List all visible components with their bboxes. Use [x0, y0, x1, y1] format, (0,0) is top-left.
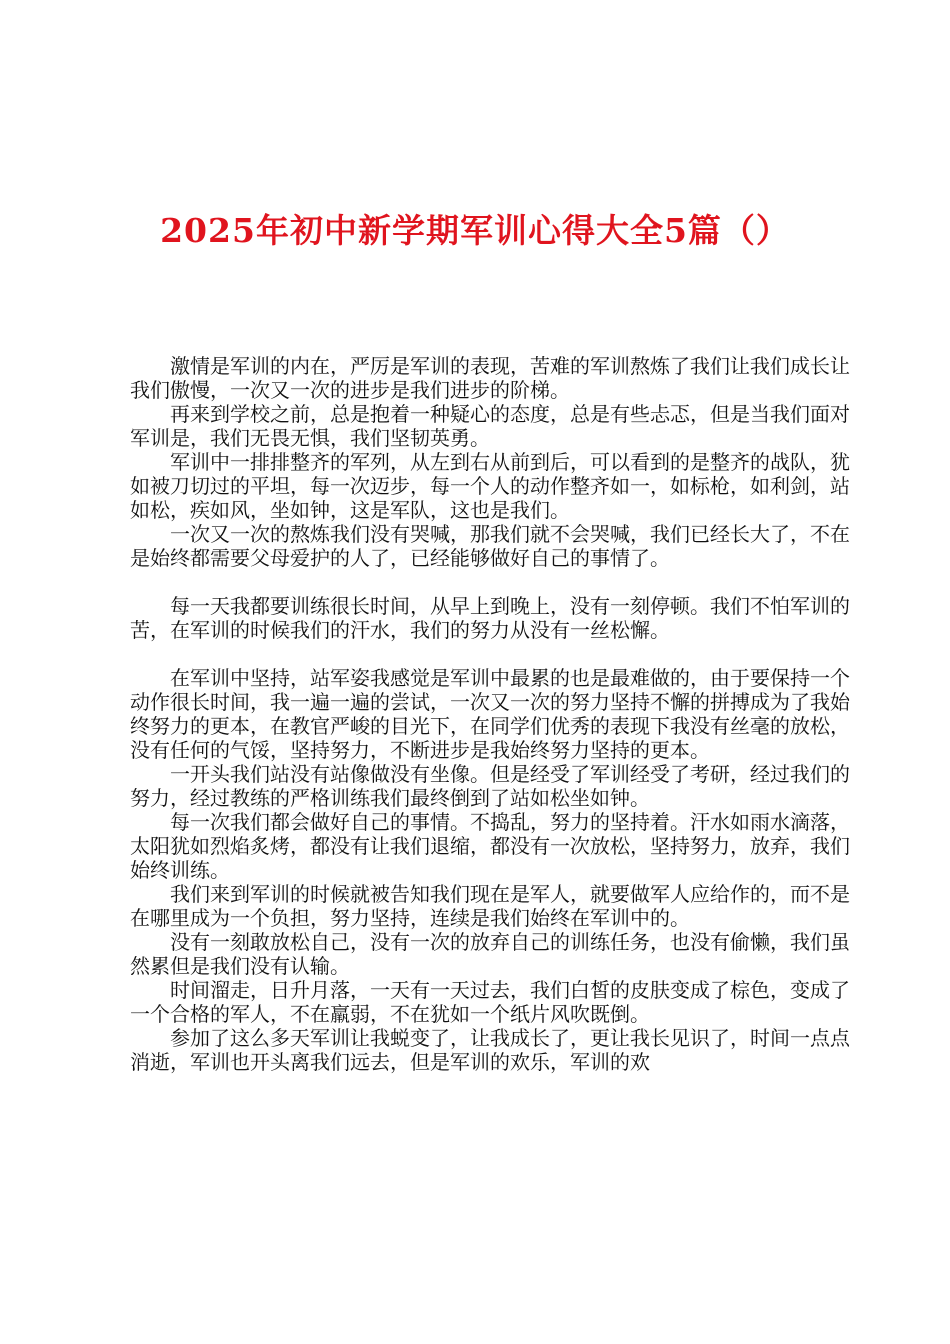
paragraph-3: 军训中一排排整齐的军列，从左到右从前到后，可以看到的是整齐的战队，犹如被刀切过的平坦，每一次迈步，每一个人的动作整齐如一，如标枪，如利剑，站如松，疾如风，坐如钟，这是军队，这也是我们。 [130, 450, 850, 522]
paragraph-6: 在军训中坚持，站军姿我感觉是军训中最累的也是最难做的，由于要保持一个动作很长时间，我一遍一遍的尝试，一次又一次的努力坚持不懈的拼搏成为了我始终努力的更本，在教官严峻的目光下，在同学们优秀的表现下我没有丝毫的放松，没有任何的气馁，坚持努力，不断进步是我始终努力坚持的更本。 [130, 666, 850, 762]
paragraph-1: 激情是军训的内在，严厉是军训的表现，苦难的军训熬炼了我们让我们成长让我们傲慢，一次又一次的进步是我们进步的阶梯。 [130, 354, 850, 402]
document-title: 2025年初中新学期军训心得大全5篇（） [160, 211, 790, 250]
paragraph-5: 每一天我都要训练很长时间，从早上到晚上，没有一刻停顿。我们不怕军训的苦，在军训的时候我们的汗水，我们的努力从没有一丝松懈。 [130, 594, 850, 642]
paragraph-12: 参加了这么多天军训让我蜕变了，让我成长了，更让我长见识了，时间一点点消逝，军训也开头离我们远去，但是军训的欢乐，军训的欢 [130, 1026, 850, 1074]
paragraph-4: 一次又一次的熬炼我们没有哭喊，那我们就不会哭喊，我们已经长大了，不在是始终都需要父母爱护的人了，已经能够做好自己的事情了。 [130, 522, 850, 570]
paragraph-7: 一开头我们站没有站像做没有坐像。但是经受了军训经受了考研，经过我们的努力，经过教练的严格训练我们最终倒到了站如松坐如钟。 [130, 762, 850, 810]
paragraph-8: 每一次我们都会做好自己的事情。不捣乱，努力的坚持着。汗水如雨水滴落，太阳犹如烈焰炙烤，都没有让我们退缩，都没有一次放松，坚持努力，放弃，我们始终训练。 [130, 810, 850, 882]
paragraph-2: 再来到学校之前，总是抱着一种疑心的态度，总是有些忐忑，但是当我们面对军训是，我们无畏无惧，我们坚韧英勇。 [130, 402, 850, 450]
document-body [130, 354, 850, 1074]
paragraph-11: 时间溜走，日升月落，一天有一天过去，我们白皙的皮肤变成了棕色，变成了一个合格的军人，不在羸弱，不在犹如一个纸片风吹既倒。 [130, 978, 850, 1026]
paragraph-10: 没有一刻敢放松自己，没有一次的放弃自己的训练任务，也没有偷懒，我们虽然累但是我们没有认输。 [130, 930, 850, 978]
paragraph-9: 我们来到军训的时候就被告知我们现在是军人，就要做军人应给作的，而不是在哪里成为一个负担，努力坚持，连续是我们始终在军训中的。 [130, 882, 850, 930]
